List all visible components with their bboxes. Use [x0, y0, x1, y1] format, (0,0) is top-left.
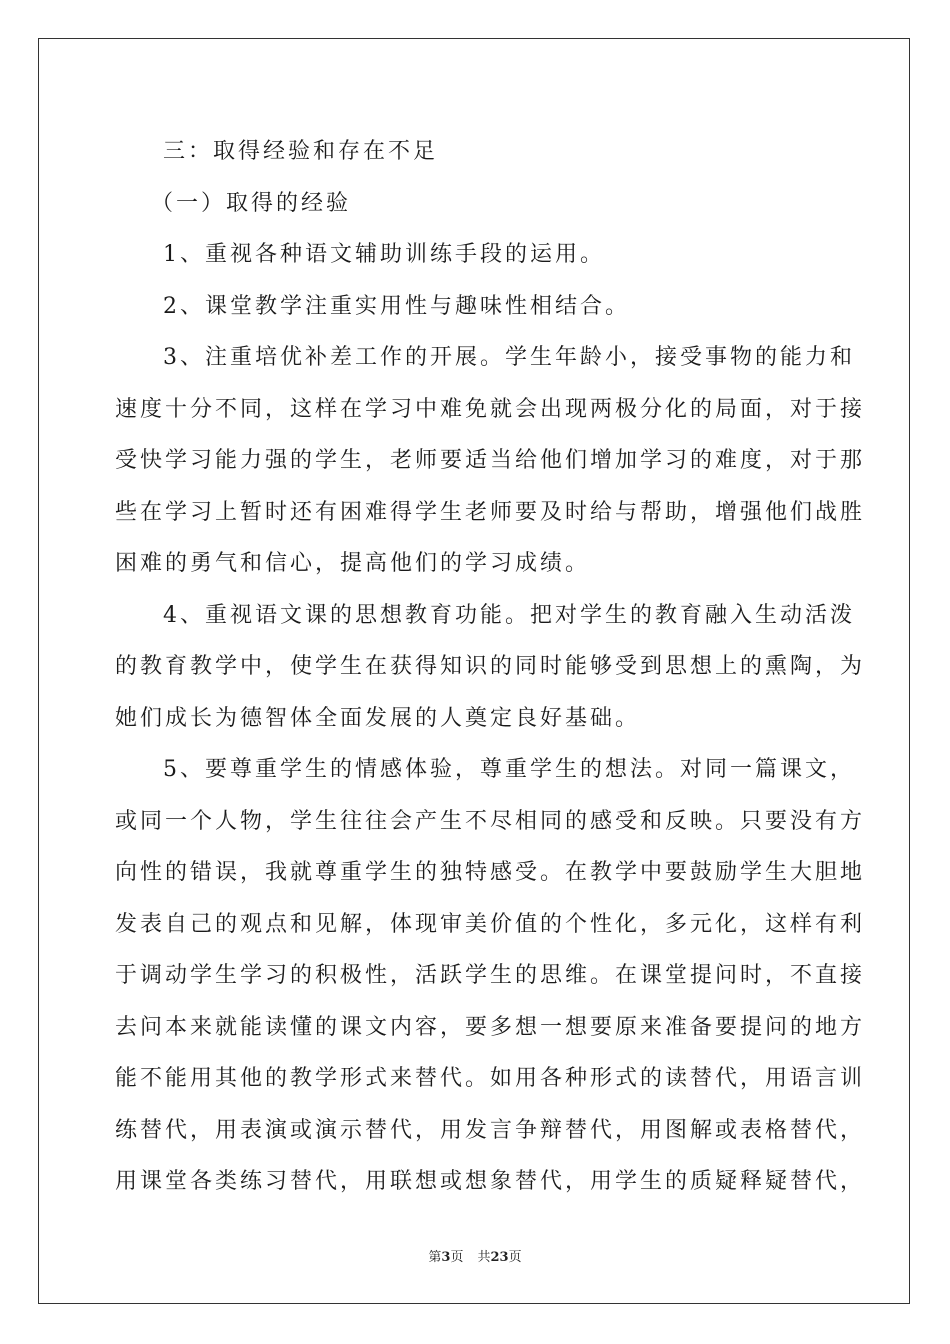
text-line: 于调动学生学习的积极性，活跃学生的思维。在课堂提问时，不直接 [115, 963, 866, 988]
text-line: 5、要尊重学生的情感体验，尊重学生的想法。对同一篇课文， [163, 757, 855, 782]
text-line: 些在学习上暂时还有困难得学生老师要及时给与帮助，增强他们战胜 [115, 499, 866, 525]
page-suffix: 页 [450, 1250, 464, 1265]
section-heading: 三：取得经验和存在不足 [163, 139, 439, 164]
text-line: 困难的勇气和信心，提高他们的学习成绩。 [115, 551, 591, 576]
text-line: 3、注重培优补差工作的开展。学生年龄小，接受事物的能力和 [163, 345, 855, 370]
text-line: 受快学习能力强的学生，老师要适当给他们增加学习的难度，对于那 [115, 448, 866, 473]
text-line: 4、重视语文课的思想教育功能。把对学生的教育融入生动活泼 [163, 602, 855, 628]
total-prefix: 共 [477, 1250, 491, 1265]
text-line: 她们成长为德智体全面发展的人奠定良好基础。 [115, 705, 641, 731]
page-total: 23 [490, 1250, 509, 1265]
text-line: 速度十分不同，这样在学习中难免就会出现两极分化的局面，对于接 [115, 396, 866, 422]
page-footer [0, 1246, 950, 1265]
text-line: 练替代，用表演或演示替代，用发言争辩替代，用图解或表格替代， [115, 1117, 866, 1143]
total-suffix: 页 [508, 1250, 522, 1265]
text-line: 能不能用其他的教学形式来替代。如用各种形式的读替代，用语言训 [115, 1066, 866, 1091]
page-current: 3 [441, 1250, 451, 1265]
subsection-heading: （一）取得的经验 [151, 190, 352, 216]
text-line: 2、课堂教学注重实用性与趣味性相结合。 [163, 293, 630, 319]
text-line: 用课堂各类练习替代，用联想或想象替代，用学生的质疑释疑替代， [115, 1169, 866, 1194]
document-body [115, 126, 866, 1208]
page-prefix: 第 [428, 1250, 442, 1265]
text-line: 发表自己的观点和见解，体现审美价值的个性化，多元化，这样有利 [115, 911, 866, 937]
text-line: 1、重视各种语文辅助训练手段的运用。 [163, 242, 605, 267]
text-line: 或同一个人物，学生往往会产生不尽相同的感受和反映。只要没有方 [115, 808, 866, 834]
text-line: 去问本来就能读懂的课文内容，要多想一想要原来准备要提问的地方 [115, 1014, 866, 1040]
text-line: 的教育教学中，使学生在获得知识的同时能够受到思想上的熏陶，为 [115, 654, 866, 679]
text-line: 向性的错误，我就尊重学生的独特感受。在教学中要鼓励学生大胆地 [115, 860, 866, 885]
